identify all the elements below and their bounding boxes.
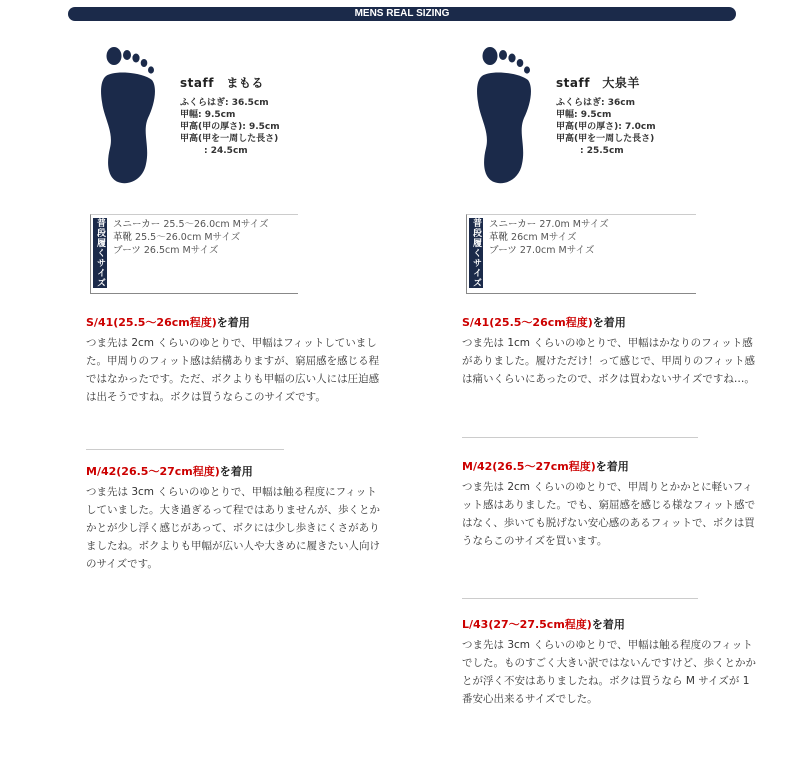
review-heading: M/42(26.5～27cm程度)を着用 xyxy=(462,460,629,473)
usual-size-leather: 革靴 26cm Mサイズ xyxy=(489,232,577,243)
measurement-instep-girth-value: : 24.5cm xyxy=(204,146,248,156)
measurement-instep-girth-value: : 25.5cm xyxy=(580,146,624,156)
divider xyxy=(462,598,698,599)
staff-name: staff 大泉羊 xyxy=(556,76,640,90)
measurement-instep-height: 甲高(甲の厚さ): 7.0cm xyxy=(556,122,656,132)
review-heading: L/43(27～27.5cm程度)を着用 xyxy=(462,618,625,631)
review-size-m xyxy=(462,458,762,550)
review-text: つま先は 3cm くらいのゆとりで、甲幅は触る程度のフィットでした。ものすごく大きい訳ではないんですけど、歩くとかかとが浮く不安はありましたね。ボクは買うなら M サイズが 1 番安心出来るサイズでした。 xyxy=(462,639,756,705)
staff-column-mamoru xyxy=(86,0,406,766)
measurement-calf: ふくらはぎ: 36.5cm xyxy=(180,98,269,108)
review-text: つま先は 1cm くらいのゆとりで、甲幅はかなりのフィット感がありました。履けただけ！って感じで、甲周りのフィット感は痛いくらいにあったので、ボクは買わないサイズですね…。 xyxy=(462,337,755,385)
review-size-s xyxy=(462,314,762,388)
measurement-instep-girth-label: 甲高(甲を一周した長さ) xyxy=(556,134,655,144)
usual-size-boots: ブーツ 26.5cm Mサイズ xyxy=(113,245,219,256)
measurement-instep-width: 甲幅: 9.5cm xyxy=(180,110,236,120)
measurement-calf: ふくらはぎ: 36cm xyxy=(556,98,635,108)
review-size-l xyxy=(462,616,762,708)
measurement-instep-width: 甲幅: 9.5cm xyxy=(556,110,612,120)
review-heading: M/42(26.5～27cm程度)を着用 xyxy=(86,465,253,478)
review-heading: S/41(25.5～26cm程度)を着用 xyxy=(462,316,626,329)
usual-sizes-box xyxy=(466,214,696,294)
usual-size-boots: ブーツ 27.0cm Mサイズ xyxy=(489,245,595,256)
measurement-instep-girth-label: 甲高(甲を一周した長さ) xyxy=(180,134,279,144)
staff-column-oizumi xyxy=(462,0,782,766)
review-heading: S/41(25.5～26cm程度)を着用 xyxy=(86,316,250,329)
review-size-s xyxy=(86,314,386,406)
divider xyxy=(86,449,284,450)
staff-info xyxy=(180,74,280,157)
footprint-icon xyxy=(474,46,536,188)
review-text: つま先は 2cm くらいのゆとりで、甲周りとかかとに軽いフィット感はありました。でも、窮屈感を感じる様なフィット感ではなく、歩いても脱げない安心感のあるフィットで、ボクは買うならこのサイズを買います。 xyxy=(462,481,756,547)
staff-info xyxy=(556,74,656,157)
usual-sizes-box xyxy=(90,214,298,294)
footprint-icon xyxy=(98,46,160,188)
staff-name: staff まもる xyxy=(180,76,264,90)
usual-sizes-tag: 普段履くサイズ xyxy=(471,218,481,288)
usual-size-leather: 革靴 25.5～26.0cm Mサイズ xyxy=(113,232,241,243)
usual-size-sneaker: スニーカー 27.0m Mサイズ xyxy=(489,219,609,230)
divider xyxy=(462,437,698,438)
review-text: つま先は 2cm くらいのゆとりで、甲幅はフィットしていました。甲周りのフィット感は結構ありますが、窮屈感を感じる程ではなかったです。ただ、ボクよりも甲幅の広い人には圧迫感は出そうですね。ボクは買うならこのサイズです。 xyxy=(86,337,380,403)
usual-sizes-tag: 普段履くサイズ xyxy=(95,218,105,288)
measurement-instep-height: 甲高(甲の厚さ): 9.5cm xyxy=(180,122,280,132)
usual-size-sneaker: スニーカー 25.5～26.0cm Mサイズ xyxy=(113,219,269,230)
review-size-m xyxy=(86,463,386,573)
section-title-bar: MENS REAL SIZING xyxy=(68,7,736,21)
review-text: つま先は 3cm くらいのゆとりで、甲幅は触る程度にフィットしていました。大き過ぎるって程ではありませんが、歩くとかかとが少し浮く感じがあって、ボクには少し歩きにくさがありましたね。ボクよりも甲幅が広い人や大きめに履きたい人向けのサイズです。 xyxy=(86,486,380,570)
